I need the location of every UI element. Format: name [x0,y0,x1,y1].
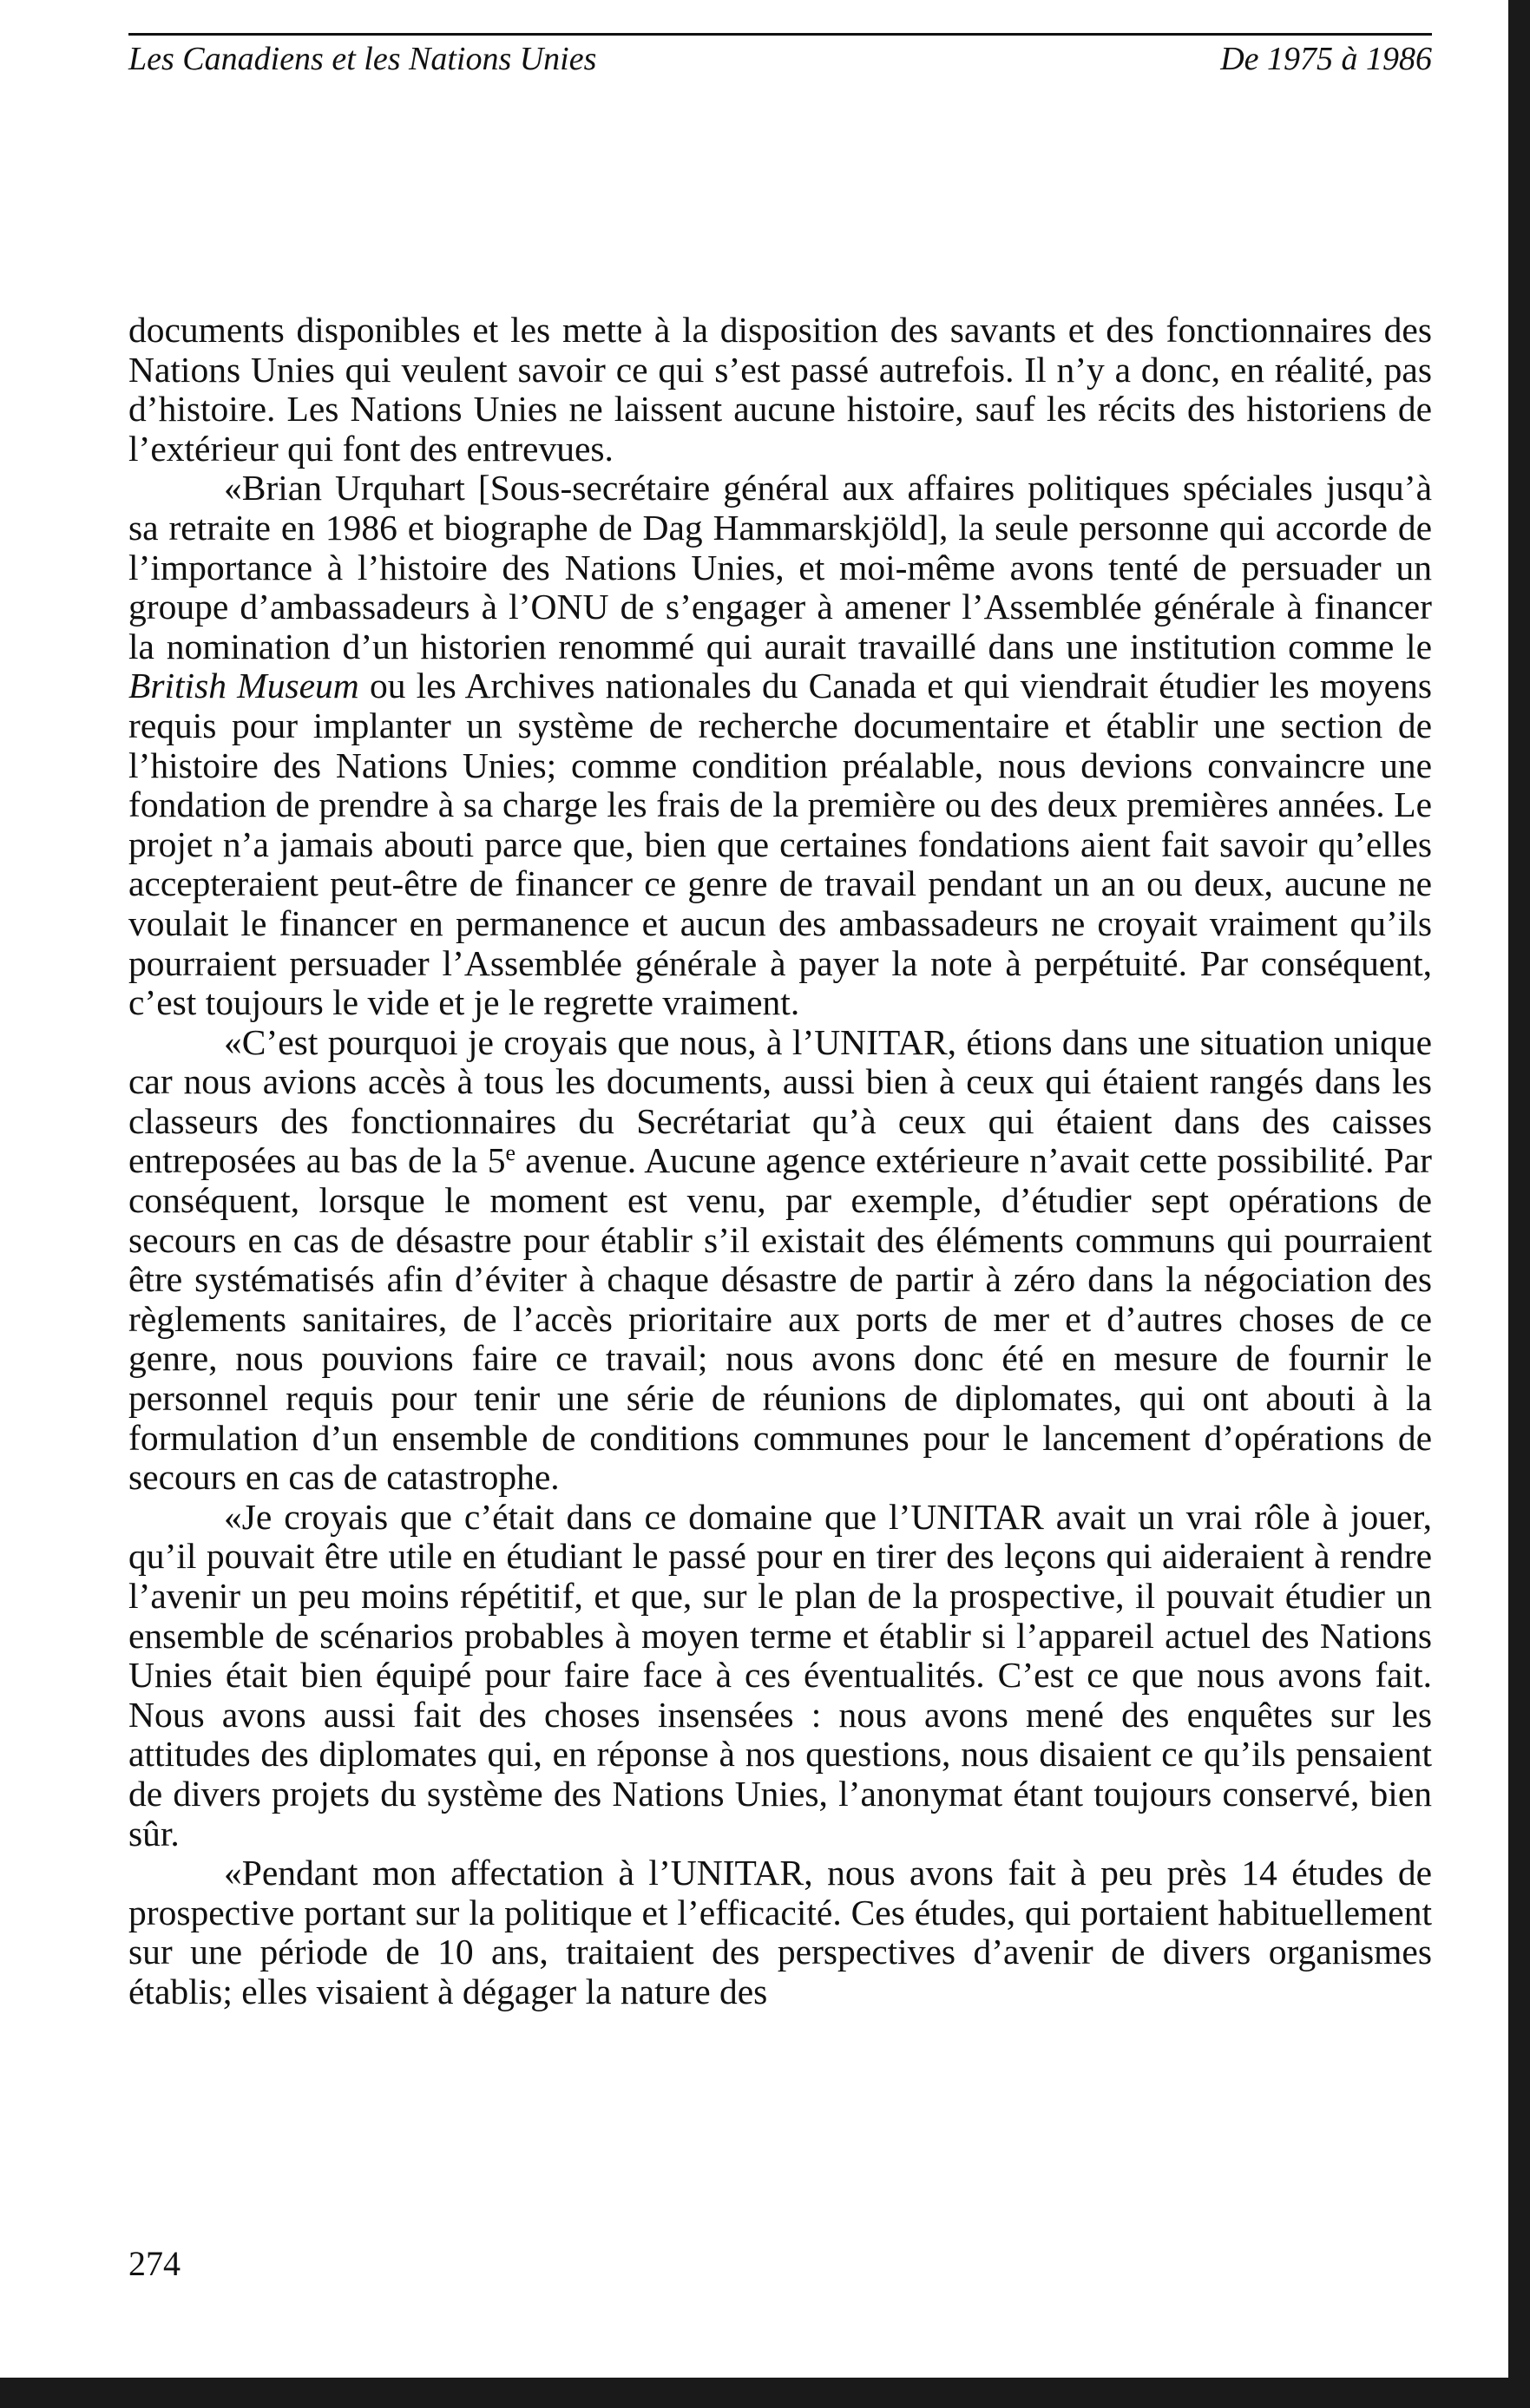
text-segment: «C’est pourquoi je croyais que nous, à l’UNITAR, étions dans une situation unique car nous avions accès à tous les documents, aussi bien à ceux qui étaient rangés dans les classeurs des fonctionnaires du Secrétariat qu’à ceux qui étaient dans des caisses entreposées au bas de la 5 [128,1021,1432,1181]
body-text [128,311,1432,2012]
text-segment: «Pendant mon affectation à l’UNITAR, nous avons fait à peu près 14 études de prospective portant sur la politique et l’efficacité. Ces études, qui portaient habituellement sur une période de 10 ans, traitaient des perspectives d’avenir de divers organismes établis; elles visaient à dégager la nature des [128,1853,1432,2011]
text-segment: ou les Archives nationales du Canada et qui viendrait étudier les moyens requis pour implanter un système de recherche documentaire et établir une section de l’histoire des Nations Unies; comme condition préalable, nous devions convaincre une fondation de prendre à sa charge les frais de la première ou des deux premières années. Le projet n’a jamais abouti parce que, bien que certaines fondations aient fait savoir qu’elles accepteraient peut-être de financer ce genre de travail pendant un an ou deux, aucune ne voulait le financer en permanence et aucun des ambassadeurs ne croyait vraiment qu’ils pourraient persuader l’Assemblée générale à payer la note à perpétuité. Par conséquent, c’est toujours le vide et je le regrette vraiment. [128,666,1432,1023]
italic-title-british-museum: British Museum [128,666,359,706]
paragraph-3 [128,1023,1432,1498]
scan-border-bottom [0,2378,1530,2408]
page-number: 274 [128,2244,181,2283]
text-segment: documents disponibles et les mette à la disposition des savants et des fonctionnaires des Nations Unies qui veulent savoir ce qui s’est passé autrefois. Il n’y a donc, en réalité, pas d’histoire. Les Nations Unies ne laissent aucune histoire, sauf les récits des historiens de l’extérieur qui font des entrevues. [128,310,1432,469]
superscript-ordinal: e [505,1140,515,1166]
running-header-period: De 1975 à 1986 [1220,41,1432,77]
paragraph-5 [128,1854,1432,2011]
text-segment: «Brian Urquhart [Sous-secrétaire général aux affaires politiques spéciales jusqu’à sa retraite en 1986 et biographe de Dag Hammarskjöld], la seule personne qui accorde de l’importance à l’histoire des Nations Unies, et moi-même avons tenté de persuader un groupe d’ambassadeurs à l’ONU de s’engager à amener l’Assemblée générale à financer la nomination d’un historien renommé qui aurait travaillé dans une institution comme le [128,468,1432,666]
paragraph-2 [128,469,1432,1022]
running-header [128,38,1432,80]
paragraph-4 [128,1498,1432,1854]
paragraph-1 [128,311,1432,469]
running-header-title: Les Canadiens et les Nations Unies [128,41,597,77]
scan-border-right [1508,0,1530,2408]
header-rule [128,33,1432,36]
text-segment: «Je croyais que c’était dans ce domaine que l’UNITAR avait un vrai rôle à jouer, qu’il pouvait être utile en étudiant le passé pour en tirer des leçons qui aideraient à rendre l’avenir un peu moins répétitif, et que, sur le plan de la prospective, il pouvait étudier un ensemble de scénarios probables à moyen terme et établir si l’appareil actuel des Nations Unies était bien équipé pour faire face à ces éventualités. C’est ce que nous avons fait. Nous avons aussi fait des choses insensées : nous avons mené des enquêtes sur les attitudes des diplomates qui, en réponse à nos questions, nous disaient ce qu’ils pensaient de divers projets du système des Nations Unies, l’anonymat étant toujours conservé, bien sûr. [128,1496,1432,1854]
text-segment: avenue. Aucune agence extérieure n’avait cette possibilité. Par conséquent, lorsque le moment est venu, par exemple, d’étudier sept opérations de secours en cas de désastre pour établir s’il existait des éléments communs qui pourraient être systématisés afin d’éviter à chaque désastre de partir à zéro dans la négociation des règlements sanitaires, de l’accès prioritaire aux ports de mer et d’autres choses de ce genre, nous pouvions faire ce travail; nous avons donc été en mesure de fournir le personnel requis pour tenir une série de réunions de diplomates, qui ont abouti à la formulation d’un ensemble de conditions communes pour le lancement d’opérations de secours en cas de catastrophe. [128,1140,1432,1498]
